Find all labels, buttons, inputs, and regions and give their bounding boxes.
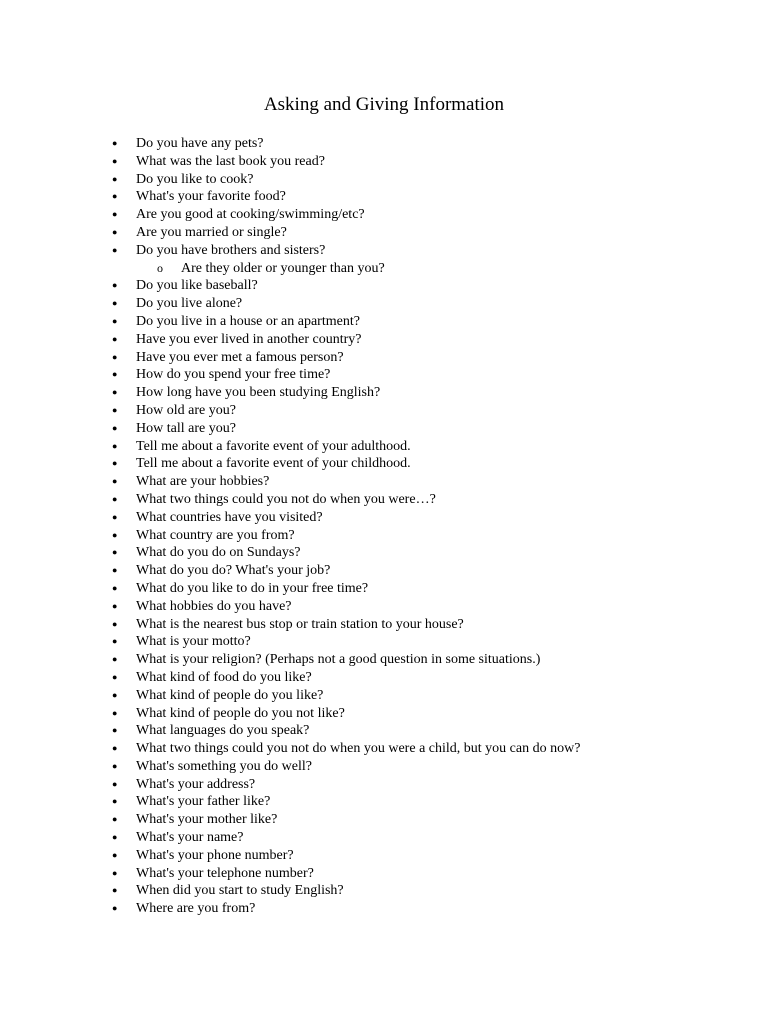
bullet-icon: ● xyxy=(112,707,118,718)
question-text: Do you like to cook? xyxy=(136,171,254,187)
bullet-icon: ● xyxy=(112,155,118,166)
question-text: What kind of food do you like? xyxy=(136,669,312,685)
question-text: What two things could you not do when you were…? xyxy=(136,491,436,507)
question-text: What's your phone number? xyxy=(136,847,294,863)
question-text: What countries have you visited? xyxy=(136,509,323,525)
question-text: What is your religion? (Perhaps not a good question in some situations.) xyxy=(136,652,541,668)
bullet-icon: ● xyxy=(112,600,118,611)
bullet-icon: ● xyxy=(112,743,118,754)
page-title: Asking and Giving Information xyxy=(263,94,505,115)
bullet-icon: ● xyxy=(112,493,118,504)
bullet-icon: ● xyxy=(112,796,118,807)
bullet-icon: ● xyxy=(112,547,118,558)
bullet-icon: ● xyxy=(112,387,118,398)
bullet-icon: ● xyxy=(112,671,118,682)
bullet-icon: ● xyxy=(112,885,118,896)
question-text: What was the last book you read? xyxy=(136,153,325,169)
question-text: Are you married or single? xyxy=(136,224,287,240)
bullet-icon: ● xyxy=(112,476,118,487)
question-text: Do you have brothers and sisters? xyxy=(136,242,326,258)
bullet-icon: ● xyxy=(112,315,118,326)
bullet-icon: ● xyxy=(112,191,118,202)
question-text: What do you like to do in your free time? xyxy=(136,580,369,596)
bullet-icon: ● xyxy=(112,351,118,362)
question-text: What's your telephone number? xyxy=(136,865,314,881)
bullet-icon: ● xyxy=(112,244,118,255)
question-text: Have you ever lived in another country? xyxy=(136,331,362,347)
question-text: What two things could you not do when you were a child, but you can do now? xyxy=(136,741,581,757)
bullet-icon: ● xyxy=(112,298,118,309)
question-text: How long have you been studying English? xyxy=(136,385,381,401)
bullet-icon: ● xyxy=(112,832,118,843)
bullet-icon: ● xyxy=(112,689,118,700)
question-text: What hobbies do you have? xyxy=(136,598,292,614)
bullet-icon: ● xyxy=(112,209,118,220)
bullet-icon: ● xyxy=(112,903,118,914)
question-text: What is the nearest bus stop or train station to your house? xyxy=(136,616,464,632)
question-text: How do you spend your free time? xyxy=(136,367,331,383)
question-text: What's your favorite food? xyxy=(136,189,286,205)
hollow-bullet-icon: o xyxy=(157,260,163,275)
question-text: Have you ever met a famous person? xyxy=(136,349,344,365)
bullet-icon: ● xyxy=(112,778,118,789)
bullet-icon: ● xyxy=(112,458,118,469)
bullet-icon: ● xyxy=(112,636,118,647)
question-text: What do you do? What's your job? xyxy=(136,563,331,579)
bullet-icon: ● xyxy=(112,618,118,629)
question-text: Are you good at cooking/swimming/etc? xyxy=(136,207,365,223)
question-text: What is your motto? xyxy=(136,634,251,650)
question-text: What's your name? xyxy=(136,830,244,846)
bullet-icon: ● xyxy=(112,440,118,451)
question-text: What do you do on Sundays? xyxy=(136,545,301,561)
question-text: What's your mother like? xyxy=(136,812,278,828)
bullet-icon: ● xyxy=(112,369,118,380)
question-text: Do you live in a house or an apartment? xyxy=(136,313,360,329)
bullet-icon: ● xyxy=(112,582,118,593)
bullet-icon: ● xyxy=(112,814,118,825)
question-text: What country are you from? xyxy=(136,527,295,543)
bullet-icon: ● xyxy=(112,725,118,736)
bullet-icon: ● xyxy=(112,565,118,576)
bullet-icon: ● xyxy=(112,867,118,878)
bullet-icon: ● xyxy=(112,404,118,415)
question-text: What are your hobbies? xyxy=(136,474,270,490)
question-text: Tell me about a favorite event of your adulthood. xyxy=(136,438,411,454)
question-text: What's something you do well? xyxy=(136,758,312,774)
question-text: When did you start to study English? xyxy=(136,883,344,899)
bullet-icon: ● xyxy=(112,280,118,291)
bullet-icon: ● xyxy=(112,654,118,665)
question-text: Do you have any pets? xyxy=(136,136,264,151)
bullet-icon: ● xyxy=(112,173,118,184)
bullet-icon: ● xyxy=(112,760,118,771)
question-text: How tall are you? xyxy=(136,420,236,436)
question-text: What's your address? xyxy=(136,776,256,792)
bullet-icon: ● xyxy=(112,849,118,860)
question-text: Are they older or younger than you? xyxy=(181,260,385,276)
question-text: What's your father like? xyxy=(136,794,271,810)
question-text: What kind of people do you like? xyxy=(136,687,324,703)
bullet-icon: ● xyxy=(112,138,118,148)
bullet-icon: ● xyxy=(112,333,118,344)
bullet-icon: ● xyxy=(112,226,118,237)
question-text: Where are you from? xyxy=(136,901,256,917)
question-text: How old are you? xyxy=(136,402,236,418)
bullet-icon: ● xyxy=(112,529,118,540)
question-text: Do you live alone? xyxy=(136,296,243,312)
question-text: What kind of people do you not like? xyxy=(136,705,345,721)
question-text: Do you like baseball? xyxy=(136,278,258,294)
bullet-icon: ● xyxy=(112,422,118,433)
bullet-icon: ● xyxy=(112,511,118,522)
question-text: Tell me about a favorite event of your childhood. xyxy=(136,456,411,472)
question-text: What languages do you speak? xyxy=(136,723,310,739)
